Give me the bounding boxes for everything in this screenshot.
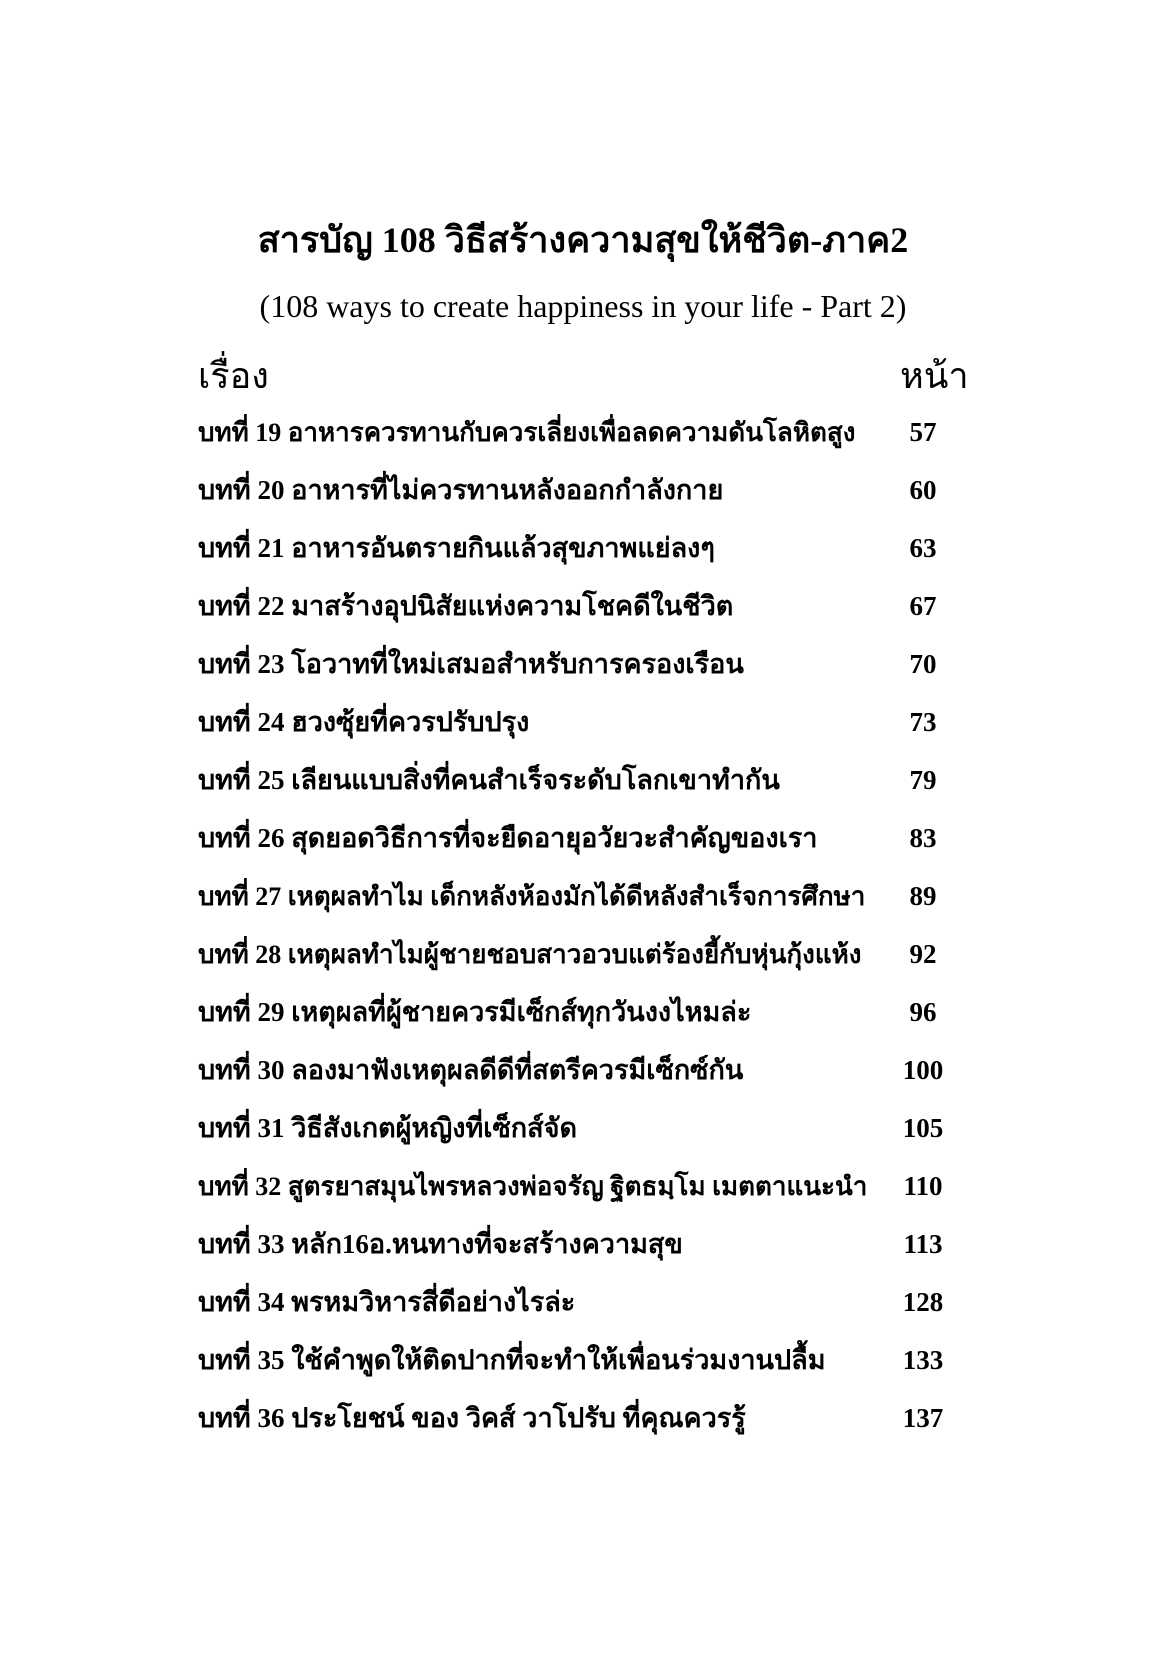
toc-chapter-number: บทที่ 34 [198,1287,285,1317]
toc-chapter-number: บทที่ 26 [198,823,285,853]
toc-entry-label [198,413,855,453]
toc-page-number: 96 [909,997,937,1027]
page-title: สารบัญ 108 วิธีสร้างความสุขให้ชีวิต-ภาค2 [257,220,909,260]
toc-entry-label [198,1108,577,1148]
toc-chapter-number: บทที่ 29 [198,997,285,1027]
toc-page-number: 128 [902,1287,944,1317]
toc-page-number: 79 [909,765,937,795]
toc-entry [198,412,958,470]
toc-entry-label [198,1398,746,1438]
toc-chapter-number: บทที่ 23 [198,649,285,679]
toc-chapter-number: บทที่ 36 [198,1403,285,1433]
toc-entry [198,818,958,876]
toc-chapter-title: วิธีสังเกตผู้หญิงที่เซ็กส์จัด [291,1113,577,1143]
toc-entry-label [198,1282,575,1322]
toc-entry-label [198,1340,826,1380]
toc-chapter-number: บทที่ 19 [198,418,282,447]
toc-page-number: 92 [909,939,937,969]
toc-page-number: 83 [909,823,937,853]
toc-chapter-number: บทที่ 30 [198,1055,285,1085]
toc-chapter-title: อาหารอันตรายกินแล้วสุขภาพแย่ลงๆ [291,533,715,563]
toc-entry-label [198,644,744,684]
toc-page-number: 89 [909,881,937,911]
toc-entry [198,1050,958,1108]
toc-chapter-number: บทที่ 24 [198,707,285,737]
toc-entry [198,1282,958,1340]
toc-page-number: 60 [909,475,937,505]
toc-entry-label [198,818,817,858]
toc-chapter-title: ใช้คำพูดให้ติดปากที่จะทำให้เพื่อนร่วมงานปลื้ม [291,1345,826,1375]
toc-chapter-title: สุดยอดวิธีการที่จะยืดอายุอวัยวะสำคัญของเรา [291,823,818,853]
toc-entry [198,644,958,702]
toc-entry [198,470,958,528]
toc-chapter-number: บทที่ 21 [198,533,285,563]
toc-entry-label [198,877,865,917]
toc-chapter-number: บทที่ 22 [198,591,285,621]
toc-page-number: 133 [902,1345,944,1375]
toc-chapter-title: เหตุผลทำไม เด็กหลังห้องมักได้ดีหลังสำเร็จการศึกษา [287,882,866,911]
toc-entry-label [198,528,715,568]
toc-entry-label [198,1167,867,1207]
toc-entry [198,528,958,586]
toc-chapter-number: บทที่ 32 [198,1172,282,1201]
toc-page-number: 100 [902,1055,944,1085]
toc-page-number: 137 [902,1403,944,1433]
toc-chapter-title: อาหารควรทานกับควรเลี่ยงเพื่อลดความดันโลหิตสูง [287,418,856,447]
toc-entry [198,702,958,760]
page-column-header: หน้า [900,356,969,396]
toc-page-number: 113 [903,1229,943,1259]
toc-entry-label [198,1224,683,1264]
toc-chapter-number: บทที่ 27 [198,882,282,911]
toc-chapter-title: โอวาทที่ใหม่เสมอสำหรับการครองเรือน [291,649,744,679]
toc-chapter-title: ฮวงซุ้ยที่ควรปรับปรุง [291,707,530,737]
toc-chapter-title: เหตุผลที่ผู้ชายควรมีเซ็กส์ทุกวันงงไหมล่ะ [291,997,752,1027]
toc-chapter-title: สูตรยาสมุนไพรหลวงพ่อจรัญ ฐิตธมฺโม เมตตาแนะนำ [287,1172,868,1201]
toc-chapter-number: บทที่ 25 [198,765,285,795]
toc-page-number: 63 [909,533,937,563]
toc-page-number: 73 [909,707,937,737]
toc-chapter-number: บทที่ 20 [198,475,285,505]
toc-chapter-title: ประโยชน์ ของ วิคส์ วาโปรับ ที่คุณควรรู้ [291,1403,746,1433]
toc-entry [198,1224,958,1282]
toc-entry-label [198,1050,743,1090]
toc-entry-label [198,935,861,975]
table-of-contents [198,412,958,1456]
toc-chapter-title: เหตุผลทำไมผู้ชายชอบสาวอวบแต่ร้องยี้กับหุ่นกุ้งแห้ง [287,940,862,969]
toc-page-number: 67 [909,591,937,621]
toc-page-number: 57 [909,417,937,447]
toc-chapter-number: บทที่ 31 [198,1113,285,1143]
toc-entry-label [198,992,751,1032]
toc-entry [198,1340,958,1398]
topic-column-header: เรื่อง [198,356,269,396]
toc-page-number: 110 [903,1171,943,1201]
toc-chapter-title: เลียนแบบสิ่งที่คนสำเร็จระดับโลกเขาทำกัน [291,765,780,795]
toc-chapter-title: มาสร้างอุปนิสัยแห่งความโชคดีในชีวิต [291,591,734,621]
toc-chapter-number: บทที่ 35 [198,1345,285,1375]
toc-entry [198,1398,958,1456]
toc-entry [198,876,958,934]
toc-entry-label [198,760,780,800]
toc-entry-label [198,586,733,626]
toc-entry [198,760,958,818]
toc-entry-label [198,470,723,510]
toc-entry [198,586,958,644]
toc-chapter-title: หลัก16อ.หนทางที่จะสร้างความสุข [291,1229,683,1259]
toc-entry-label [198,702,529,742]
toc-chapter-title: อาหารที่ไม่ควรทานหลังออกกำลังกาย [291,475,724,505]
toc-chapter-number: บทที่ 28 [198,940,282,969]
toc-entry [198,934,958,992]
toc-entry [198,1108,958,1166]
toc-page-number: 105 [902,1113,944,1143]
toc-chapter-title: ลองมาฟังเหตุผลดีดีที่สตรีควรมีเซ็กซ์กัน [291,1055,744,1085]
page-subtitle: (108 ways to create happiness in your life - Part 2) [259,288,907,324]
toc-page-number: 70 [909,649,937,679]
toc-chapter-number: บทที่ 33 [198,1229,285,1259]
toc-entry [198,992,958,1050]
toc-entry [198,1166,958,1224]
toc-chapter-title: พรหมวิหารสี่ดีอย่างไรล่ะ [291,1287,576,1317]
